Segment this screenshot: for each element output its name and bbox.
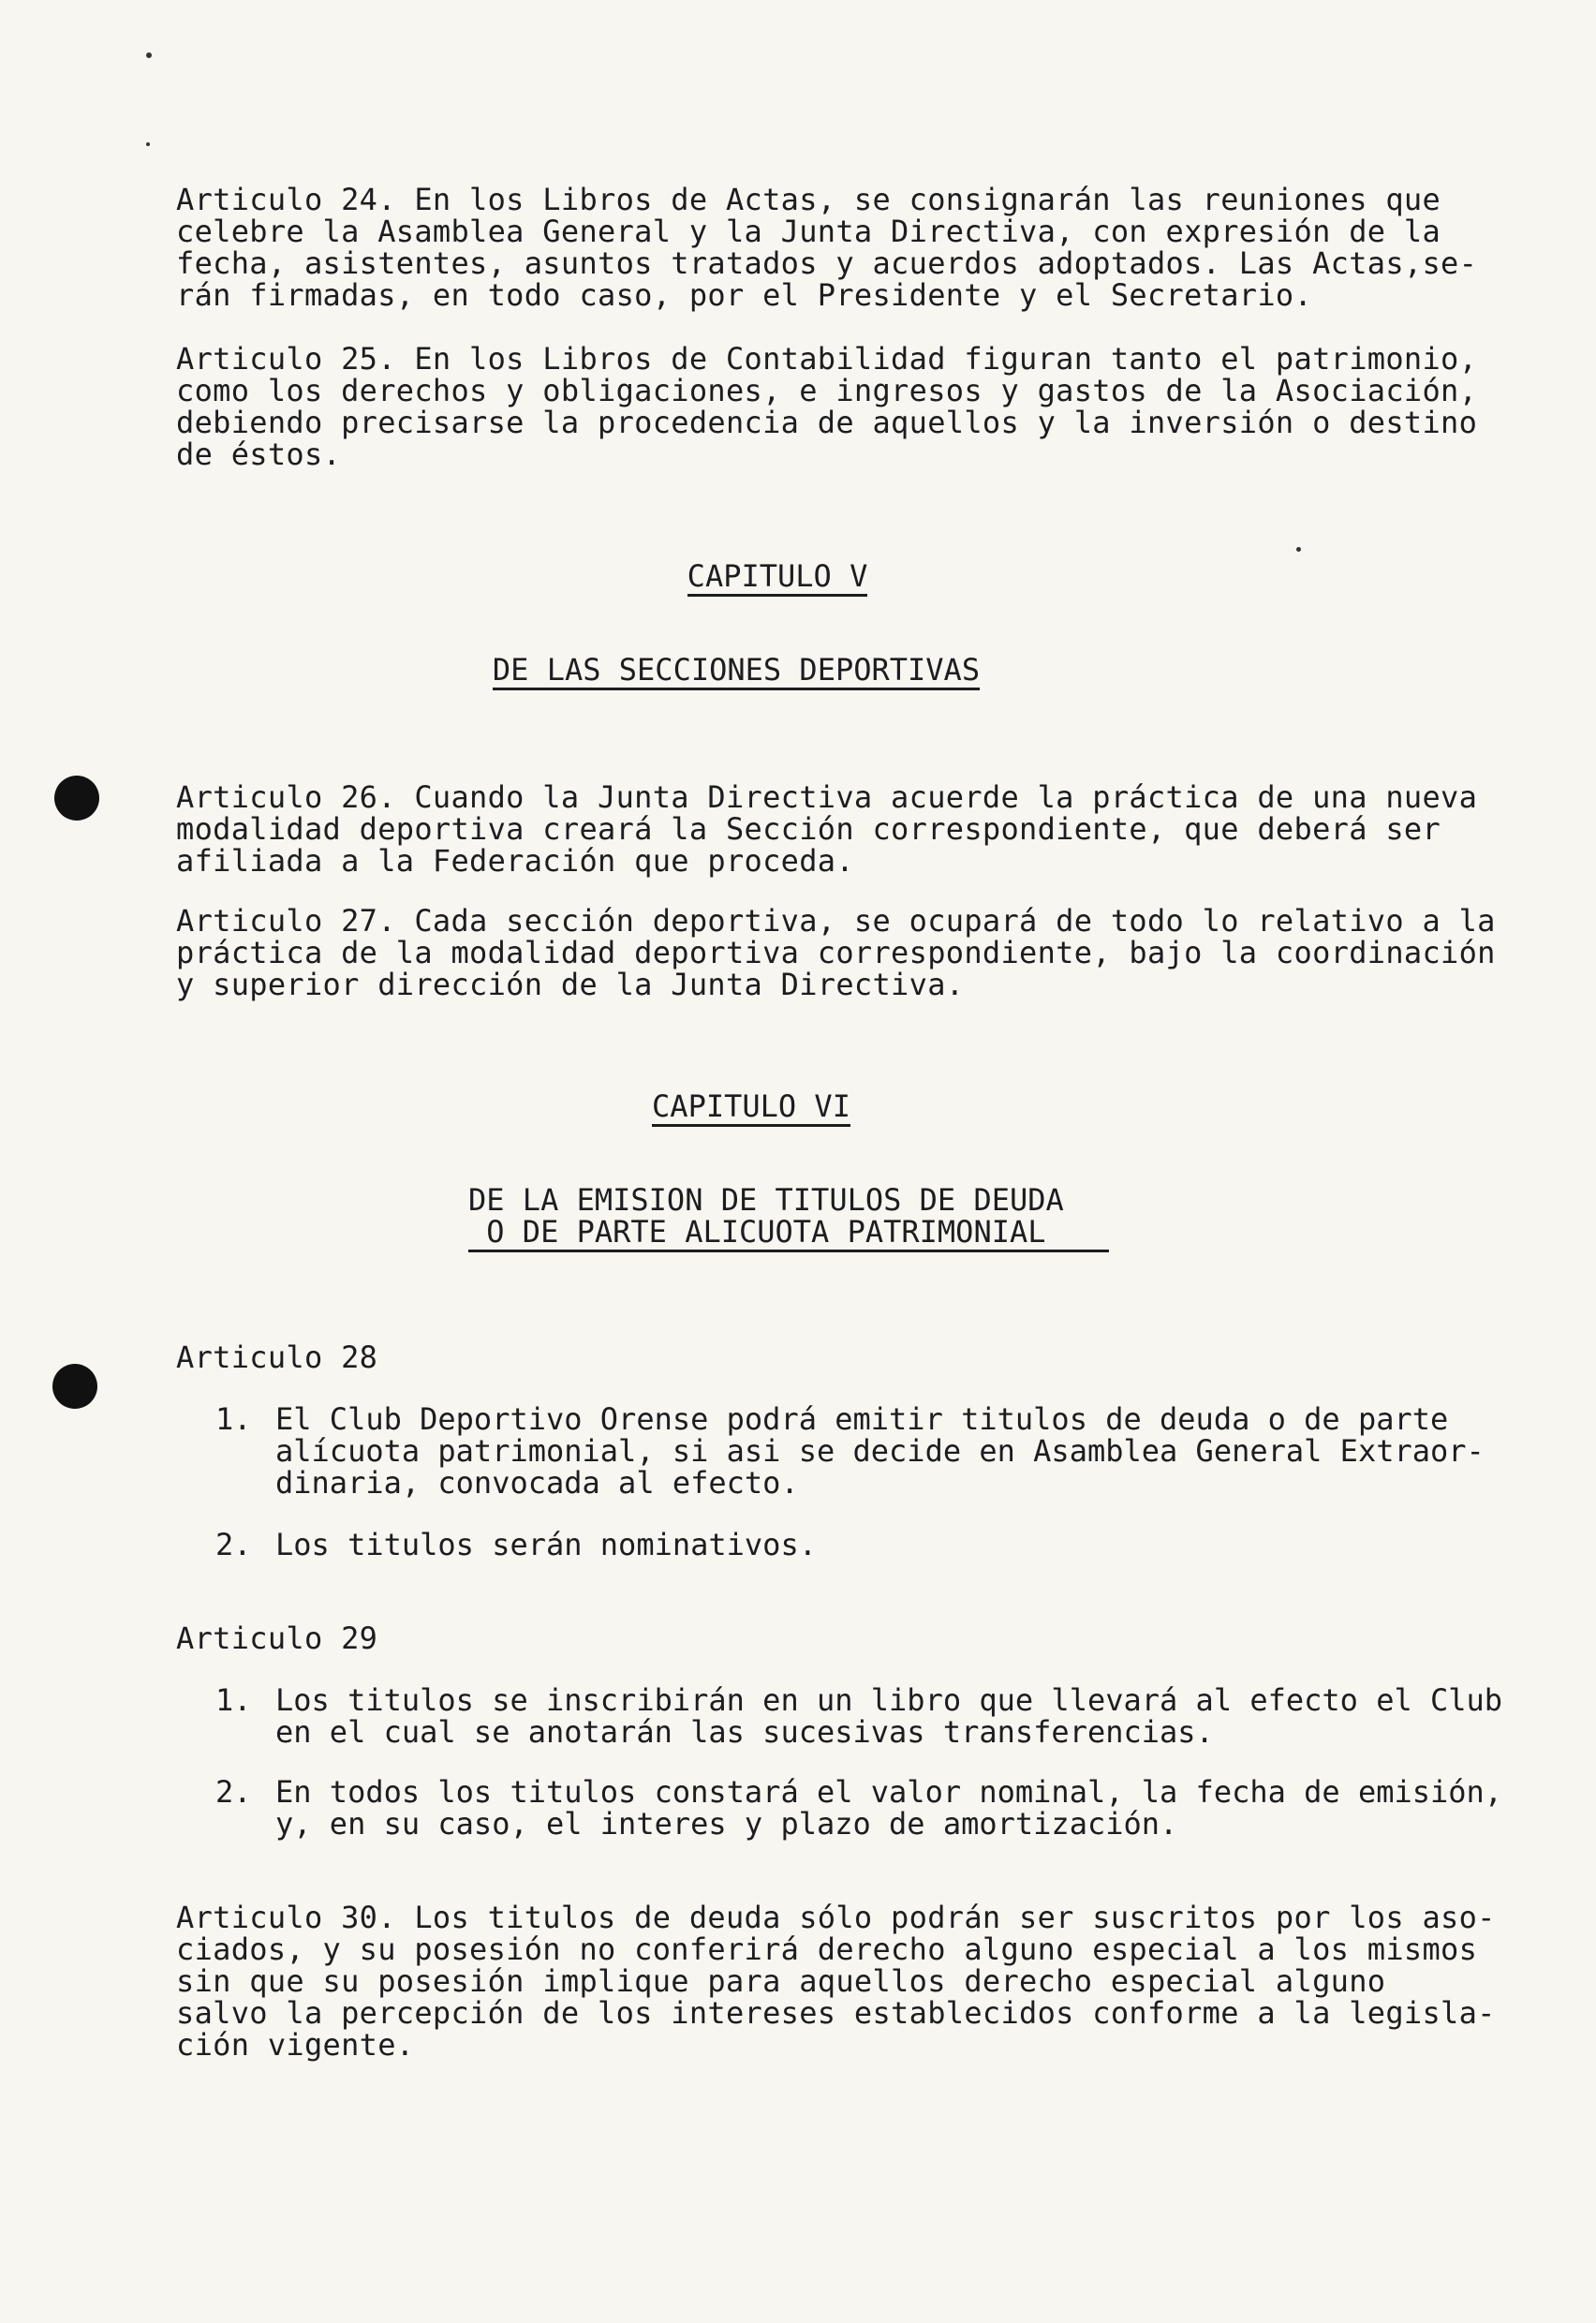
speck <box>146 142 150 146</box>
chapter-6-title: CAPITULO VI <box>0 1090 1549 1127</box>
punch-hole-bottom <box>52 1364 97 1409</box>
document-page: Articulo 24. En los Libros de Actas, se consignarán las reuniones que celebre la Asamblea General y la Junta Directiva, con expresión de la fecha, asistentes, asuntos tratados y acuerdos adoptados. Las Actas,se- rán firmadas, en todo caso, por el Presidente y el Secretario. Articulo 25. En los Libros de Contabilidad figuran tanto el patrimonio, como los derechos y obligaciones, e ingresos y gastos de la Asociación, debiendo precisarse la procedencia de aquellos y la inversión o destino de éstos. CAPITULO V DE LAS SECCIONES DEPORTIVAS Articulo 26. Cuando la Junta Directiva acuerde la práctica de una nueva modalidad deportiva creará la Sección correspondiente, que deberá ser afiliada a la Federación que proceda. Articulo 27. Cada sección deportiva, se ocupará de todo lo relativo a la práctica de la modalidad deportiva correspondiente, bajo la coordinación y superior dirección de la Junta Directiva. CAPITULO VI DE LA EMISION DE TITULOS DE DEUDA O DE PARTE ALICUOTA PATRIMONIAL Articulo 28 1. El Club Deportivo Orense podrá emitir titulos de deuda o de parte alícuota patrimonial, si asi se decide en Asamblea General Extraor- dinaria, convocada al efecto. 2. Los titulos serán nominativos. Articulo 29 1. Los titulos se inscribirán en un libro que llevará al efecto el Club en el cual se anotarán las sucesivas transferencias. 2. En todos los titulos constará el valor nominal, la fecha de emisión, y, en su caso, el interes y plazo de amortización. Articulo 30. Los titulos de deuda sólo podrán ser suscritos por los aso- ciados, y su posesión no conferirá derecho alguno especial a los mismos sin que su posesión implique para aquellos derecho especial alguno salvo la percepción de los intereses establecidos conforme a la legisla- ción vigente. <box>0 0 1596 2323</box>
article-27: Articulo 27. Cada sección deportiva, se ocupará de todo lo relativo a la práctica de la modalidad deportiva correspondiente, bajo la coordinación y superior dirección de la Junta Directiva. <box>176 903 1496 1002</box>
article-28-heading: Articulo 28 <box>176 1339 378 1375</box>
speck <box>146 52 152 58</box>
article-25: Articulo 25. En los Libros de Contabilidad figuran tanto el patrimonio, como los derechos y obligaciones, e ingresos y gastos de la Asociación, debiendo precisarse la procedencia de aquellos y la inversión o destino de éstos. <box>176 341 1478 472</box>
article-26: Articulo 26. Cuando la Junta Directiva acuerde la práctica de una nueva modalidad deportiva creará la Sección correspondiente, que deberá ser afiliada a la Federación que proceda. <box>176 779 1478 879</box>
chapter-5-subtitle: DE LAS SECCIONES DEPORTIVAS <box>0 654 1534 690</box>
chapter-5-title: CAPITULO V <box>0 560 1575 597</box>
article-30: Articulo 30. Los titulos de deuda sólo podrán ser suscritos por los aso- ciados, y su posesión no conferirá derecho alguno especial a los mismos sin que su posesión implique para aquellos derecho especial alguno salvo la percepción de los intereses establecidos conforme a la legisla- ción vigente. <box>176 1900 1496 2063</box>
chapter-6-subtitle: DE LA EMISION DE TITULOS DE DEUDA O DE PARTE ALICUOTA PATRIMONIAL <box>468 1184 1109 1252</box>
article-24: Articulo 24. En los Libros de Actas, se consignarán las reuniones que celebre la Asamblea General y la Junta Directiva, con expresión de la fecha, asistentes, asuntos tratados y acuerdos adoptados. Las Actas,se- rán firmadas, en todo caso, por el Presidente y el Secretario. <box>176 182 1478 313</box>
punch-hole-top <box>54 776 99 821</box>
article-29-heading: Articulo 29 <box>176 1620 378 1656</box>
speck <box>1296 547 1301 552</box>
